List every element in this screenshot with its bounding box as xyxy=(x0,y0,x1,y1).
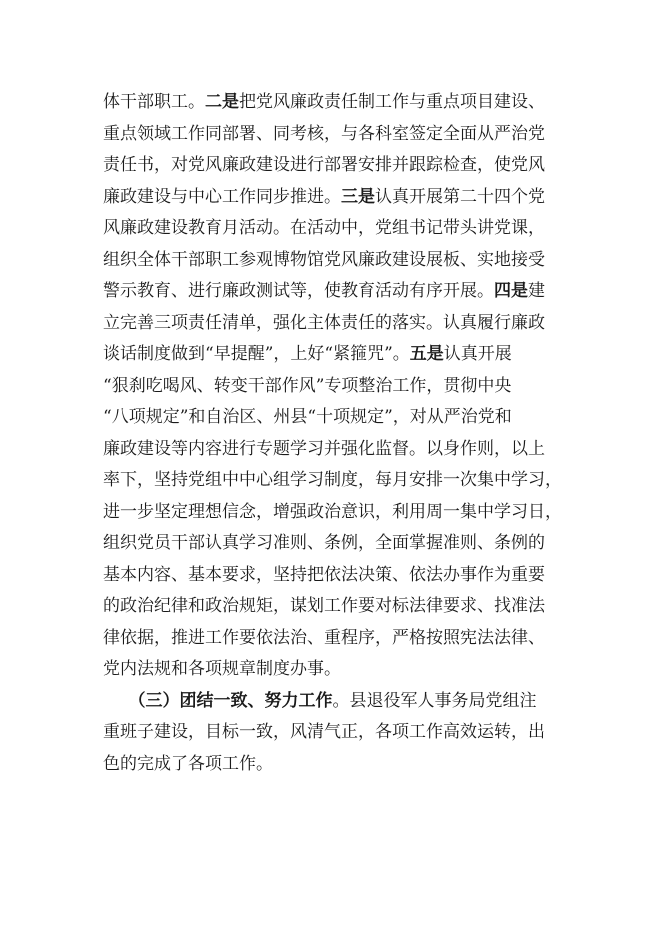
text-line xyxy=(103,748,273,780)
text-line xyxy=(103,212,545,244)
text-line xyxy=(103,401,512,433)
text-segment: 色的完成了各项工作。 xyxy=(103,753,273,774)
bold-text-segment: （三）团结一致、努力工作 xyxy=(137,690,333,711)
text-segment: “狠刹吃喝风、转变干部作风”专项整治工作，贯彻中央 xyxy=(103,375,512,396)
text-line xyxy=(103,118,545,150)
bold-text-segment: 三是 xyxy=(341,186,375,207)
text-line xyxy=(103,307,545,339)
text-segment: 的政治纪律和政治规矩，谋划工作要对标法律要求、找准法 xyxy=(103,596,545,616)
text-line xyxy=(103,338,512,370)
text-segment: 。县退役军人事务局党组注 xyxy=(332,690,537,711)
text-line xyxy=(103,716,545,748)
text-segment: 谈话制度做到“早提醒”，上好“紧箍咒”。 xyxy=(103,344,410,364)
text-segment: 基本内容、基本要求，坚持把依法决策、依法办事作为重要 xyxy=(103,564,545,585)
text-segment: 重班子建设，目标一致，风清气正，各项工作高效运转，出 xyxy=(103,722,545,742)
text-segment: 认真开展第二十四个党 xyxy=(375,186,545,207)
bold-text-segment: 二是 xyxy=(205,92,239,112)
bold-text-segment: 五是 xyxy=(409,344,444,364)
text-line xyxy=(103,433,545,465)
text-segment: 廉政建设与中心工作同步推进。 xyxy=(103,186,341,207)
text-line xyxy=(103,149,545,181)
text-line xyxy=(103,590,545,622)
text-segment: 廉政建设等内容进行专题学习并强化监督。以身作则，以上 xyxy=(103,438,545,459)
text-segment: 建 xyxy=(528,281,545,301)
text-line xyxy=(103,275,545,307)
text-segment: 立完善三项责任清单，强化主体责任的落实。认真履行廉政 xyxy=(103,312,545,333)
text-segment: 把党风廉政责任制工作与重点项目建设、 xyxy=(239,92,545,112)
text-segment: 党内法规和各项规章制度办事。 xyxy=(103,659,341,679)
text-segment: 重点领域工作同部署、同考核，与各科室签定全面从严治党 xyxy=(103,123,545,144)
text-line xyxy=(103,464,562,496)
text-line xyxy=(103,370,511,402)
bold-text-segment: 四是 xyxy=(494,281,528,301)
text-line xyxy=(103,559,545,591)
text-segment: 风廉政建设教育月活动。在活动中，党组书记带头讲党课， xyxy=(103,218,545,238)
text-line xyxy=(103,181,545,213)
text-segment: 律依据，推进工作要依法治、重程序，严格按照宪法法律、 xyxy=(103,627,545,648)
text-segment: 体干部职工。 xyxy=(103,92,205,112)
text-line xyxy=(103,653,341,685)
text-line xyxy=(103,527,545,559)
text-line xyxy=(103,622,545,654)
text-line xyxy=(103,496,562,528)
text-segment: 率下，坚持党组中中心组学习制度，每月安排一次集中学习， xyxy=(103,470,562,490)
text-line xyxy=(103,244,545,276)
text-segment: “八项规定”和自治区、州县“十项规定”，对从严治党和 xyxy=(103,407,512,427)
text-line xyxy=(103,685,537,717)
text-segment: 认真开展 xyxy=(443,344,512,364)
text-segment: 警示教育、进行廉政测试等，使教育活动有序开展。 xyxy=(103,281,494,301)
text-segment: 组织全体干部职工参观博物馆党风廉政建设展板、实地接受 xyxy=(103,249,545,270)
text-line xyxy=(103,86,545,118)
text-segment xyxy=(103,691,137,711)
text-segment: 进一步坚定理想信念，增强政治意识，利用周一集中学习日， xyxy=(103,501,562,522)
text-segment: 组织党员干部认真学习准则、条例，全面掌握准则、条例的 xyxy=(103,533,545,553)
text-segment: 责任书，对党风廉政建设进行部署安排并跟踪检查，使党风 xyxy=(103,155,545,175)
